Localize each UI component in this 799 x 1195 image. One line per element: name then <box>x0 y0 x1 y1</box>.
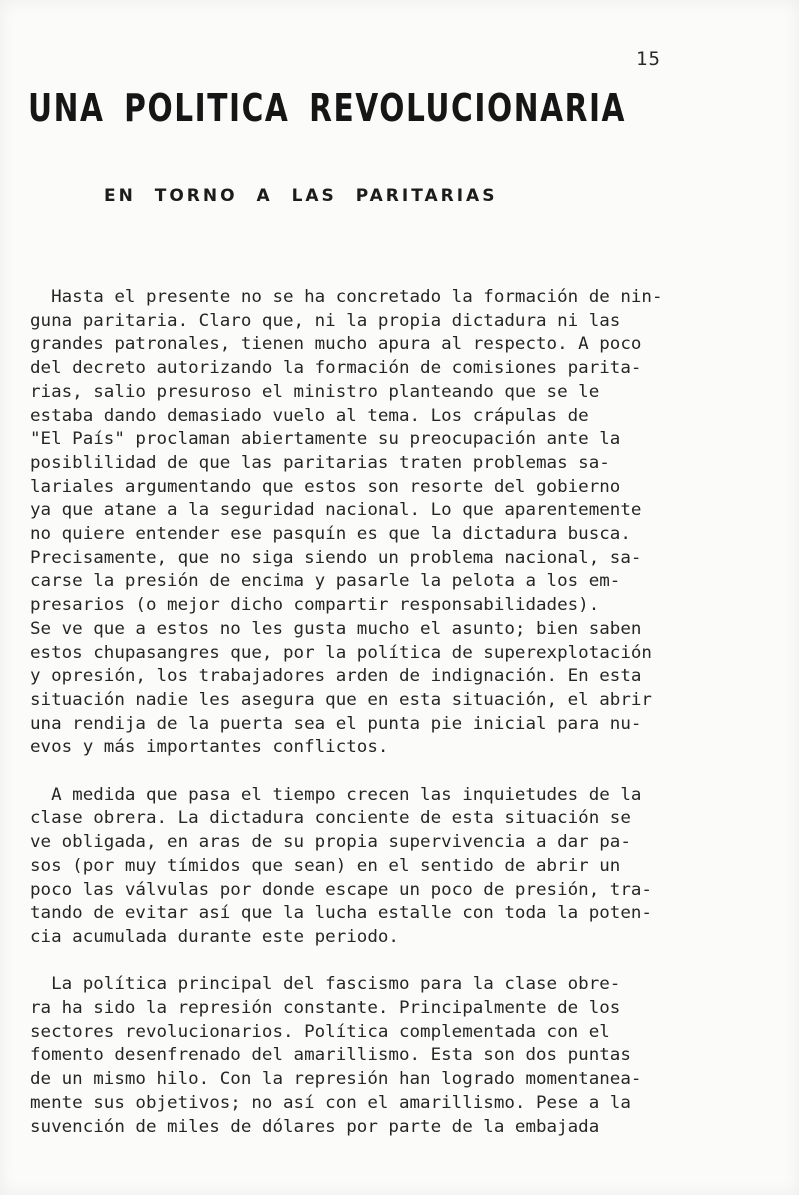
text-line: estaba dando demasiado vuelo al tema. Los crápulas de <box>30 405 589 426</box>
text-line: ya que atane a la seguridad nacional. Lo que aparentemente <box>30 500 642 521</box>
text-line: evos y más importantes conflictos. <box>30 737 389 758</box>
text-line: sos (por muy tímidos que sean) en el sentido de abrir un <box>30 855 621 876</box>
paragraph <box>30 784 795 950</box>
text-line: estos chupasangres que, por la política de superexplotación <box>30 642 652 663</box>
text-line: lariales argumentando que estos son resorte del gobierno <box>30 476 621 497</box>
text-line: A medida que pasa el tiempo crecen las inquietudes de la <box>30 784 642 805</box>
text-line: Precisamente, que no siga siendo un problema nacional, sa- <box>30 547 642 568</box>
text-line: suvención de miles de dólares por parte de la embajada <box>30 1116 600 1137</box>
text-line: tando de evitar así que la lucha estalle con toda la poten- <box>30 903 652 924</box>
text-line: guna paritaria. Claro que, ni la propia dictadura ni las <box>30 310 621 331</box>
paragraph <box>30 286 795 760</box>
page-number: 15 <box>636 48 661 70</box>
text-line: poco las válvulas por donde escape un poco de presión, tra- <box>30 879 652 900</box>
text-line: ra ha sido la represión constante. Principalmente de los <box>30 998 621 1019</box>
text-line: una rendija de la puerta sea el punta pie inicial para nu- <box>30 713 642 734</box>
text-line: clase obrera. La dictadura conciente de esta situación se <box>30 808 631 829</box>
text-line: no quiere entender ese pasquín es que la dictadura busca. <box>30 524 631 545</box>
text-line: situación nadie les asegura que en esta situación, el abrir <box>30 689 652 710</box>
text-line: mente sus objetivos; no así con el amarillismo. Pese a la <box>30 1092 631 1113</box>
text-line: de un mismo hilo. Con la represión han logrado momentanea- <box>30 1069 642 1090</box>
body-text <box>30 286 795 1163</box>
text-line: ve obligada, en aras de su propia supervivencia a dar pa- <box>30 832 631 853</box>
text-line: carse la presión de encima y pasarle la pelota a los em- <box>30 571 621 592</box>
text-line: grandes patronales, tienen mucho apura al respecto. A poco <box>30 334 642 355</box>
text-line: y opresión, los trabajadores arden de indignación. En esta <box>30 666 642 687</box>
text-line: posiblilidad de que las paritarias traten problemas sa- <box>30 452 610 473</box>
text-line: Se ve que a estos no les gusta mucho el asunto; bien saben <box>30 618 642 639</box>
text-line: Hasta el presente no se ha concretado la formación de nin- <box>30 287 663 307</box>
text-line: cia acumulada durante este periodo. <box>30 926 399 947</box>
text-line: sectores revolucionarios. Política complementada con el <box>30 1021 610 1042</box>
text-line: rias, salio presuroso el ministro planteando que se le <box>30 381 600 402</box>
text-line: presarios (o mejor dicho compartir responsabilidades). <box>30 595 600 616</box>
section-subtitle: EN TORNO A LAS PARITARIAS <box>104 186 498 206</box>
text-line: fomento desenfrenado del amarillismo. Esta son dos puntas <box>30 1045 631 1066</box>
paragraph <box>30 973 795 1139</box>
page-title: UNA POLITICA REVOLUCIONARIA <box>28 86 627 130</box>
text-line: del decreto autorizando la formación de comisiones parita- <box>30 358 642 379</box>
text-line: La política principal del fascismo para la clase obre- <box>30 974 621 995</box>
text-line: "El País" proclaman abiertamente su preocupación ante la <box>30 429 621 450</box>
